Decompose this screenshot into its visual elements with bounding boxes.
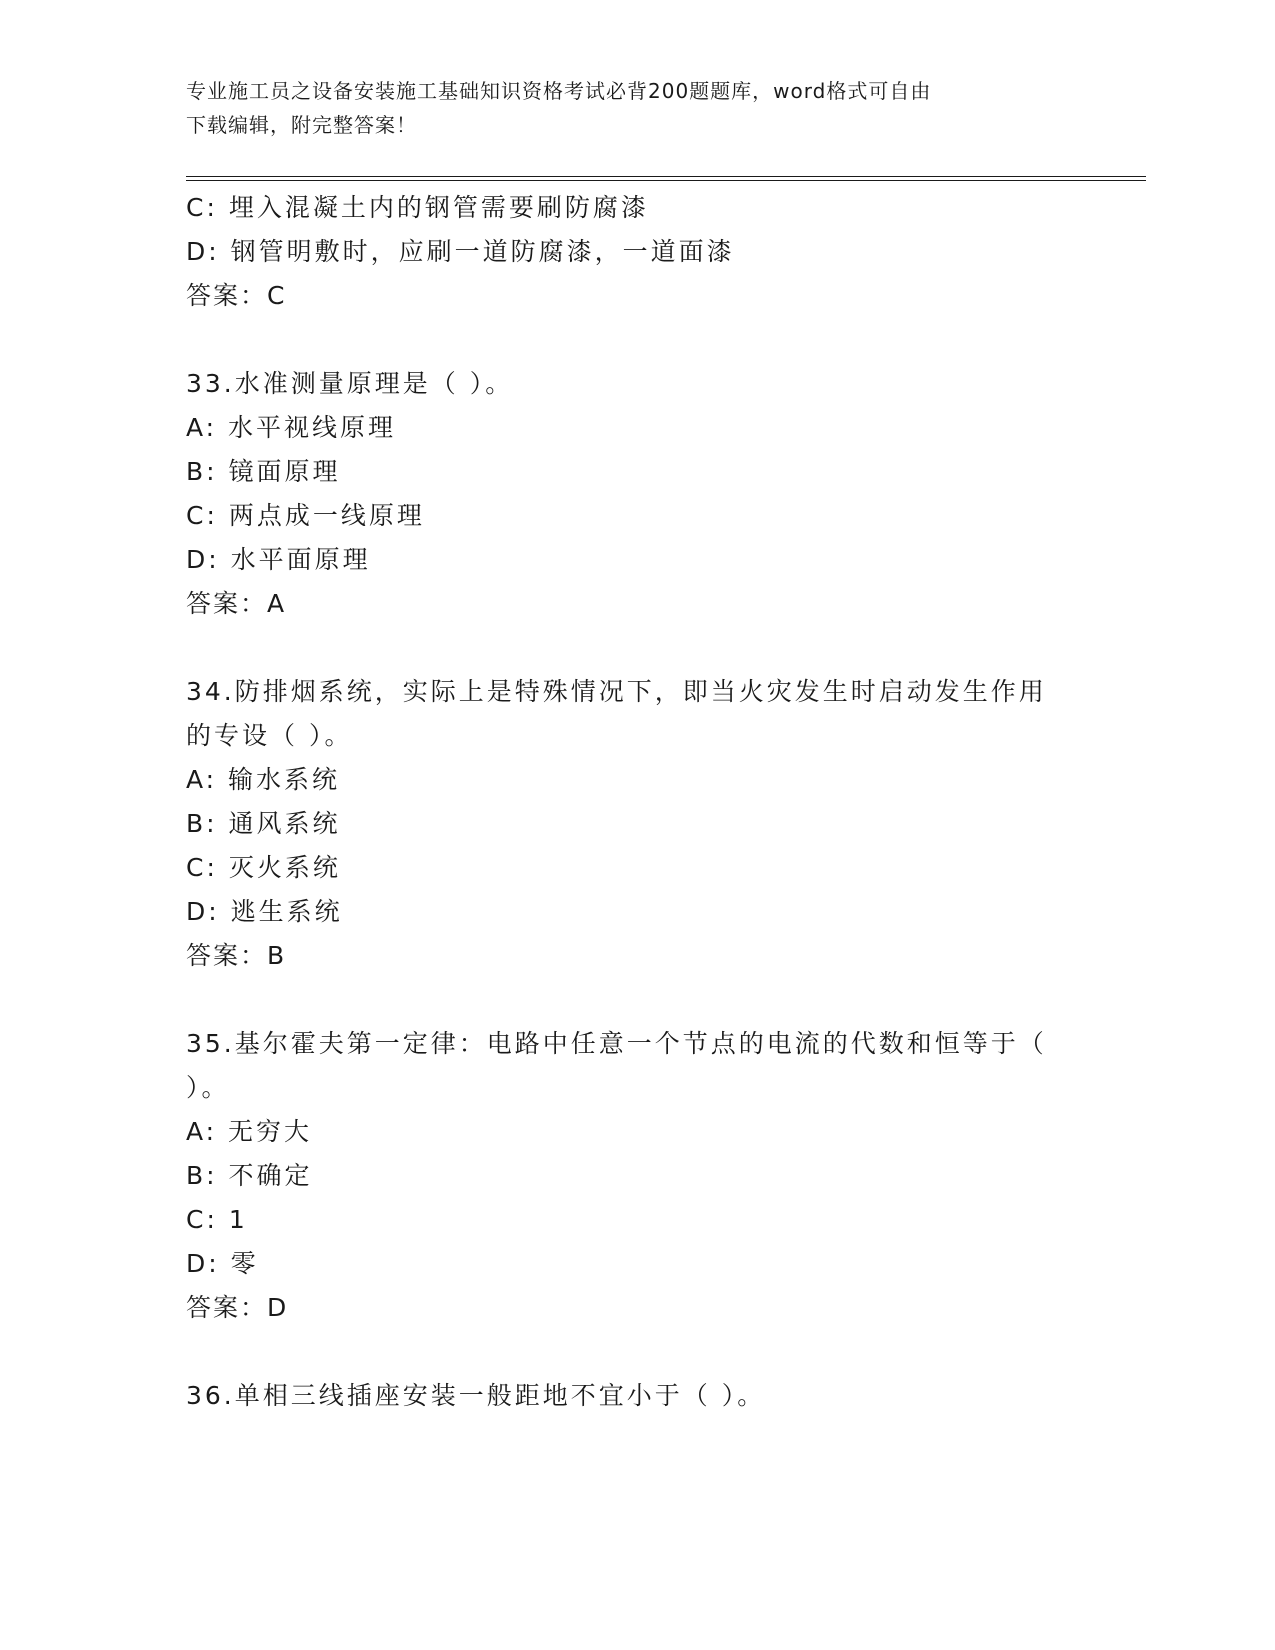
q33-option-c: C: 两点成一线原理 [186, 501, 425, 530]
q32-option-c: C: 埋入混凝土内的钢管需要刷防腐漆 [186, 193, 649, 222]
q34-option-c: C: 灭火系统 [186, 853, 341, 882]
q34-answer: 答案：B [186, 941, 287, 970]
header-divider-top [186, 176, 1146, 177]
q35-option-a: A: 无穷大 [186, 1117, 313, 1146]
q35-stem-line-1: 35.基尔霍夫第一定律：电路中任意一个节点的电流的代数和恒等于（ [186, 1029, 1047, 1058]
header-line-1: 专业施工员之设备安装施工基础知识资格考试必背200题题库，word格式可自由 [186, 79, 932, 103]
q34-stem-line-1: 34.防排烟系统，实际上是特殊情况下，即当火灾发生时启动发生作用 [186, 677, 1047, 706]
q34-option-d: D: 逃生系统 [186, 897, 343, 926]
q33-option-d: D: 水平面原理 [186, 545, 371, 574]
q33-option-b: B: 镜面原理 [186, 457, 341, 486]
q35-option-d: D: 零 [186, 1249, 259, 1278]
q33-stem: 33.水准测量原理是（ ）。 [186, 369, 514, 398]
q34-stem-line-2: 的专设（ ）。 [186, 721, 353, 750]
q35-answer: 答案：D [186, 1293, 289, 1322]
q35-option-c: C: 1 [186, 1205, 248, 1234]
q32-answer: 答案：C [186, 281, 287, 310]
q36-stem: 36.单相三线插座安装一般距地不宜小于（ ）。 [186, 1381, 766, 1410]
q33-answer: 答案：A [186, 589, 287, 618]
document-header [186, 74, 1066, 142]
q34-option-a: A: 输水系统 [186, 765, 341, 794]
header-line-2: 下载编辑，附完整答案！ [186, 113, 417, 137]
q32-option-d: D: 钢管明敷时，应刷一道防腐漆，一道面漆 [186, 237, 735, 266]
q35-stem-line-2: ）。 [186, 1073, 230, 1102]
q33-option-a: A: 水平视线原理 [186, 413, 397, 442]
q35-option-b: B: 不确定 [186, 1161, 313, 1190]
header-divider-bottom [186, 180, 1146, 181]
q34-option-b: B: 通风系统 [186, 809, 341, 838]
